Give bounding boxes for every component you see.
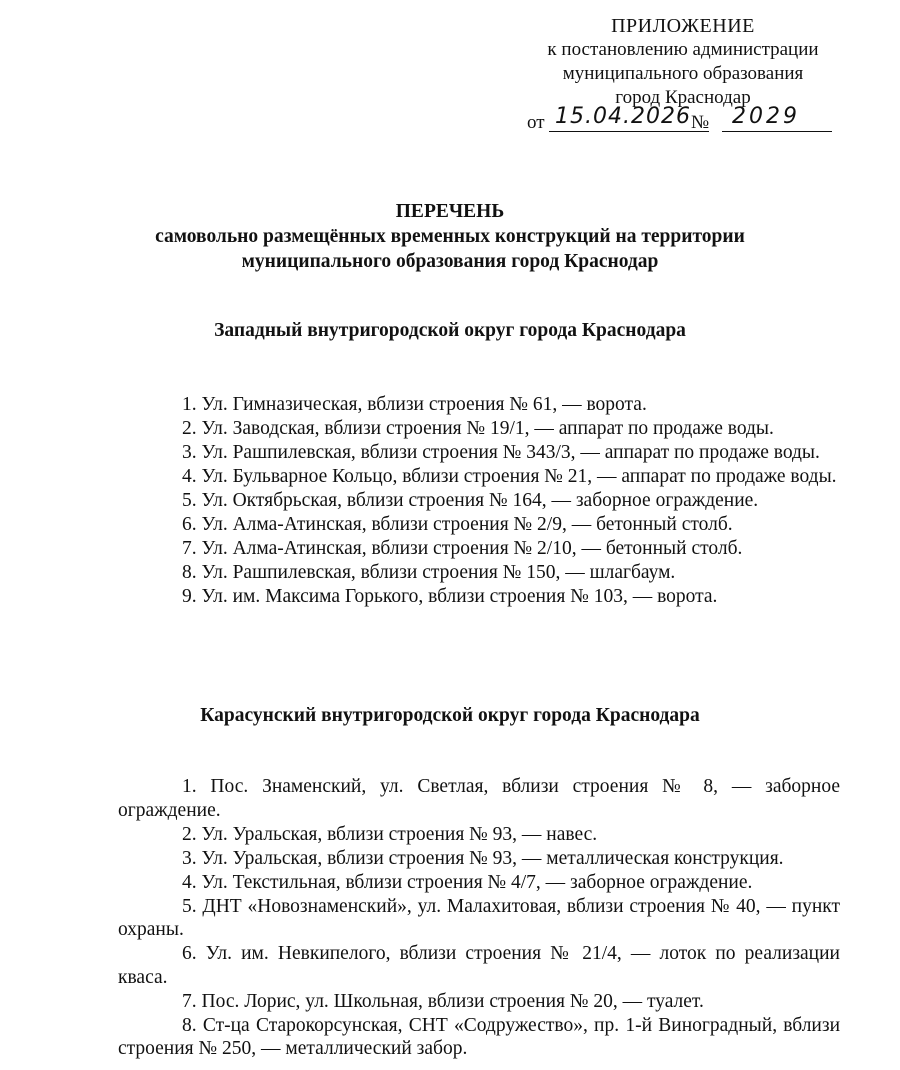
list-item: 7. Ул. Алма-Атинская, вблизи строения № 2/10, — бетонный столб.	[182, 538, 743, 559]
list-item: 9. Ул. им. Максима Горького, вблизи строения № 103, — ворота.	[182, 586, 718, 607]
list-item: 3. Ул. Рашпилевская, вблизи строения № 343/3, — аппарат по продаже воды.	[182, 442, 820, 463]
document-heading	[60, 199, 840, 274]
annex-header	[528, 14, 838, 110]
annex-line-3: город Краснодар	[615, 87, 751, 108]
list-item: 8. Ст-ца Старокорсунская, СНТ «Содружество», пр. 1-й Виноградный, вблизи строения № 250, — металлический забор.	[118, 1014, 840, 1059]
district-list-karasunsky	[118, 775, 840, 1061]
list-item: 3. Ул. Уральская, вблизи строения № 93, — металлическая конструкция.	[182, 847, 784, 869]
heading-subtitle-2: муниципального образования город Краснодар	[241, 251, 659, 272]
list-item: 6. Ул. Алма-Атинская, вблизи строения № 2/9, — бетонный столб.	[182, 514, 733, 535]
list-item: 2. Ул. Заводская, вблизи строения № 19/1, — аппарат по продаже воды.	[182, 418, 774, 439]
list-item: 2. Ул. Уральская, вблизи строения № 93, — навес.	[182, 823, 598, 845]
list-item: 1. Ул. Гимназическая, вблизи строения № 61, — ворота.	[182, 394, 647, 415]
annex-line-1: к постановлению администрации	[547, 39, 819, 60]
district-list-zapadny	[118, 393, 840, 609]
decree-date-line	[527, 104, 837, 136]
list-item: 5. Ул. Октябрьская, вблизи строения № 164, — заборное ограждение.	[182, 490, 759, 511]
list-item: 8. Ул. Рашпилевская, вблизи строения № 150, — шлагбаум.	[182, 562, 676, 583]
annex-line-2: муниципального образования	[562, 63, 804, 84]
list-item: 6. Ул. им. Невкипелого, вблизи строения № 21/4, — лоток по реализации кваса.	[118, 943, 840, 988]
annex-title: ПРИЛОЖЕНИЕ	[611, 15, 755, 37]
list-item: 1. Пос. Знаменский, ул. Светлая, вблизи строения № 8, — заборное ограждение.	[118, 776, 840, 821]
list-item: 4. Ул. Текстильная, вблизи строения № 4/7, — заборное ограждение.	[182, 871, 753, 893]
heading-title: ПЕРЕЧЕНЬ	[395, 201, 505, 222]
district-title-zapadny: Западный внутригородской округ города Краснодара	[214, 320, 686, 341]
number-prefix: №	[691, 112, 710, 133]
district-title-karasunsky: Карасунский внутригородской округ города Краснодара	[200, 705, 700, 726]
heading-subtitle-1: самовольно размещённых временных конструкций на территории	[155, 226, 745, 247]
list-item: 5. ДНТ «Новознаменский», ул. Малахитовая, вблизи строения № 40, — пункт охраны.	[118, 895, 840, 940]
date-prefix: от	[527, 112, 545, 133]
list-item: 7. Пос. Лорис, ул. Школьная, вблизи строения № 20, — туалет.	[182, 990, 704, 1012]
list-item: 4. Ул. Бульварное Кольцо, вблизи строения № 21, — аппарат по продаже воды.	[182, 466, 837, 487]
handwritten-number: 2029	[722, 104, 832, 132]
handwritten-date: 15.04.2026	[549, 104, 709, 132]
